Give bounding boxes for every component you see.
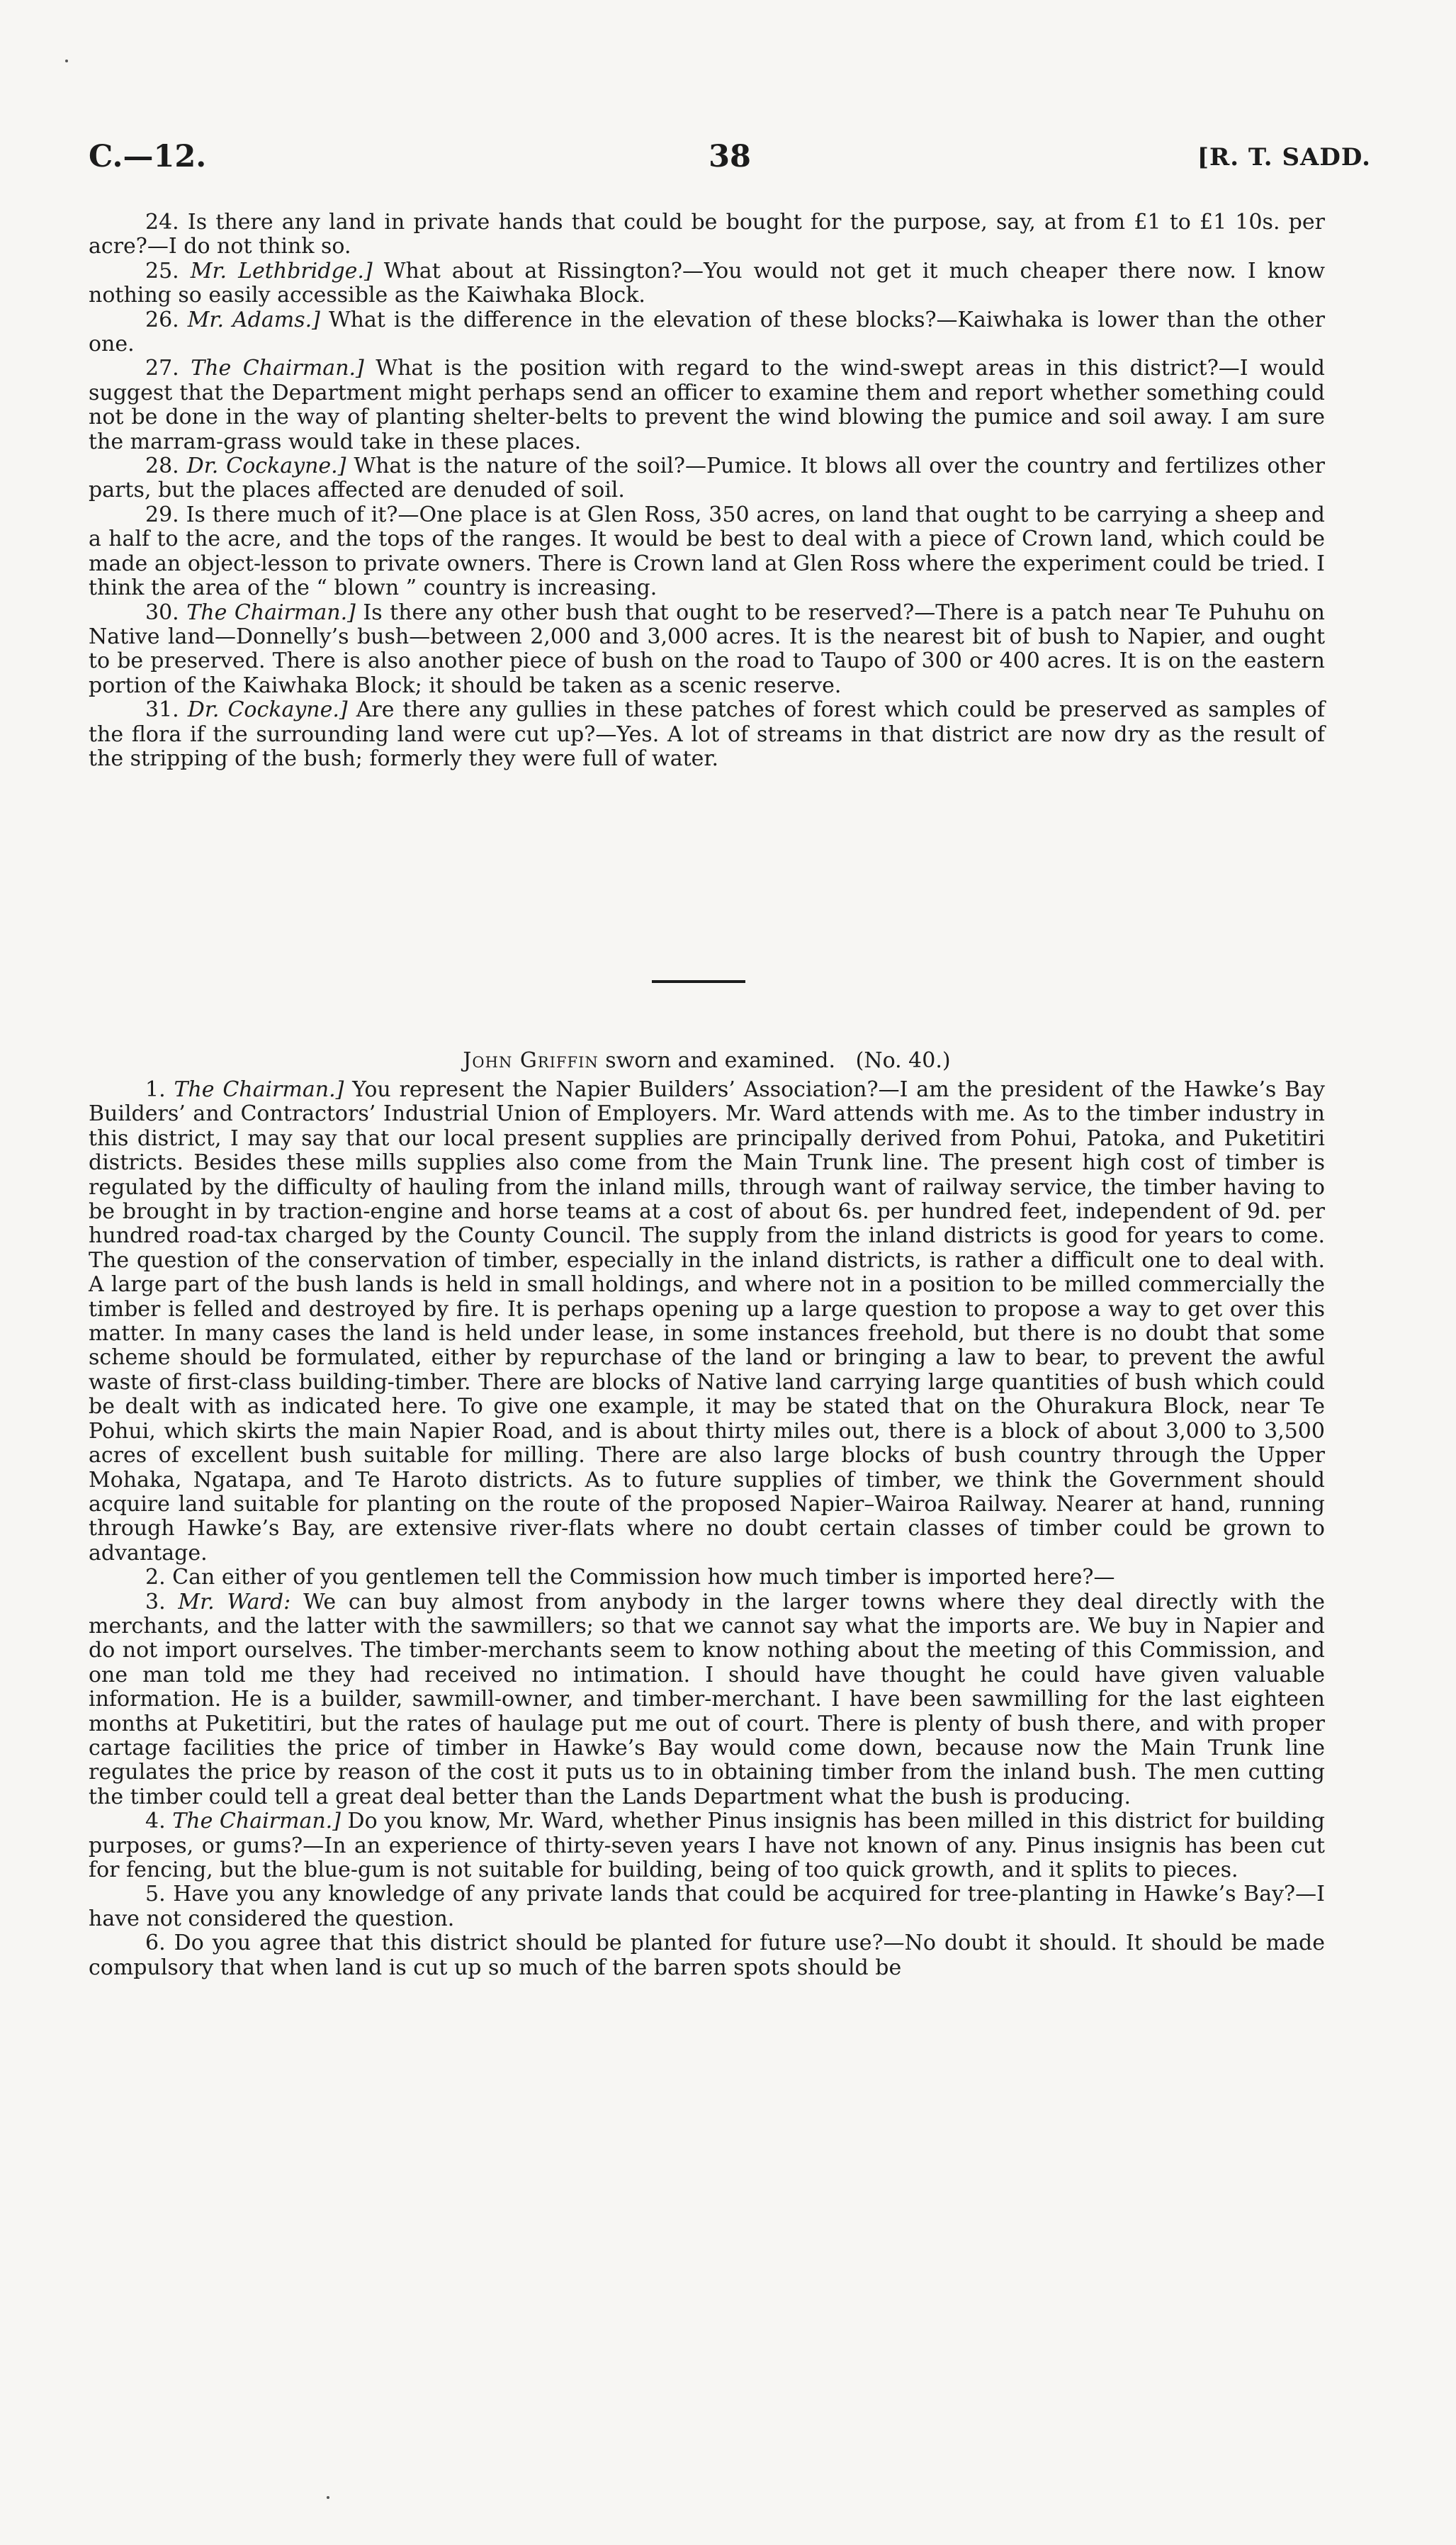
paragraph-text: What is the nature of the soil?—Pumice. It blows all over the country and fertilizes other parts, but the places affected are denuded of soil. (89, 454, 1325, 503)
question-paragraph (89, 503, 1325, 601)
paragraph-text: What is the difference in the elevation of these blocks?—Kaiwhaka is lower than the other one. (89, 307, 1325, 357)
question-number: 6. (145, 1931, 166, 1956)
question-number: 24. (145, 210, 179, 235)
paragraph-text: Can either of you gentlemen tell the Commission how much timber is imported here?— (172, 1565, 1115, 1590)
paragraph-text: You represent the Napier Builders’ Association?—I am the president of the Hawke’s Bay Builders’ and Contractors’ Industrial Union of Employers. Mr. Ward attends with me. As to the timber industry in this district, I may say that our local present supplies are principally derived from Pohui, Patoka, and Puketitiri districts. Besides these mills supplies also come from the Main Trunk line. The present high cost of timber is regulated by the difficulty of hauling from the inland mills, through want of railway service, the timber having to be brought in by traction-engine and horse teams at a cost of about 6s. per hundred feet, independent of 9d. per hundred road-tax charged by the County Council. The supply from the inland districts is good for years to come. The question of the conservation of timber, especially in the inland districts, is rather a difficult one to deal with. A large part of the bush lands is held in small holdings, and where not in a position to be milled commercially the timber is felled and destroyed by fire. It is perhaps opening up a large question to propose a way to get over this matter. In many cases the land is held under lease, in some instances freehold, but there is no doubt that some scheme should be formulated, either by repurchase of the land or bringing a law to bear, to prevent the awful waste of first-class building-timber. There are blocks of Native land carrying large quantities of bush which could be dealt with as indicated here. To give one example, it may be stated that on the Ohurakura Block, near Te Pohui, which skirts the main Napier Road, and is about thirty miles out, there is a block of about 3,000 to 3,500 acres of excellent bush suitable for milling. There are also large blocks of bush country through the Upper Mohaka, Ngatapa, and Te Haroto districts. As to future supplies of timber, we think the Government should acquire land suitable for planting on the route of the proposed Napier–Wairoa Railway. Nearer at hand, running through Hawke’s Bay, are extensive river-flats where no doubt certain classes of timber could be grown to advantage. (89, 1077, 1325, 1566)
paragraph-text: We can buy almost from anybody in the larger towns where they deal directly with the merchants, and the latter with the sawmillers; so that we cannot say what the imports are. We buy in Napier and do not import ourselves. The timber-merchants seem to know nothing about the meeting of this Commission, and one man told me they had received no intimation. I should have thought he could have given valuable information. He is a builder, sawmill-owner, and timber-merchant. I have been sawmilling for the last eighteen months at Puketitiri, but the rates of haulage put me out of court. There is plenty of bush there, and with proper cartage facilities the price of timber in Hawke’s Bay would come down, because now the Main Trunk line regulates the price by reason of the cost it puts us to in obtaining timber from the inland bush. The men cutting the timber could tell a great deal better than the Lands Department what the bush is producing. (89, 1589, 1325, 1809)
question-number: 1. (145, 1077, 166, 1102)
speaker-name: The Chairman.] (172, 1809, 341, 1834)
witness-heading-text: sworn and examined. (605, 1048, 835, 1073)
paragraph-text: Do you agree that this district should be planted for future use?—No doubt it should. It should be made compulsory that when land is cut up so much of the barren spots should be (89, 1931, 1325, 1980)
paragraph-text: Do you know, Mr. Ward, whether Pinus insignis has been milled in this district for building purposes, or gums?—In an experience of thirty-seven years I have not known of any. Pinus insignis has been cut for fencing, but the blue-gum is not suitable for building, being of too quick growth, and it splits to pieces. (89, 1809, 1325, 1882)
speaker-name: The Chairman.] (191, 356, 364, 381)
question-paragraph (89, 308, 1325, 357)
question-number: 27. (145, 356, 179, 381)
scan-speck (327, 2496, 329, 2499)
witness-heading (89, 1049, 1325, 1073)
section-divider (652, 980, 745, 983)
question-paragraph (89, 1931, 1325, 1980)
question-number: 4. (145, 1809, 166, 1834)
question-paragraph (89, 454, 1325, 503)
speaker-name: Dr. Cockayne.] (187, 697, 348, 723)
report-code: C.—12. (89, 139, 207, 174)
paragraph-text: Is there any other bush that ought to be reserved?—There is a patch near Te Puhuhu on Native land—Donnelly’s bush—between 2,000 and 3,000 acres. It is the nearest bit of bush to Napier, and ought to be preserved. There is also another piece of bush on the road to Taupo of 300 or 400 acres. It is on the eastern portion of the Kaiwhaka Block; it should be taken as a scenic reserve. (89, 600, 1325, 698)
paragraph-text: Are there any gullies in these patches of forest which could be preserved as samples of the flora if the surrounding land were cut up?—Yes. A lot of streams in that district are now dry as the result of the stripping of the bush; formerly they were full of water. (89, 697, 1326, 771)
question-number: 26. (145, 307, 179, 332)
evidence-section-1 (89, 210, 1325, 771)
question-number: 5. (145, 1882, 166, 1907)
question-paragraph (89, 1809, 1325, 1882)
page-number: 38 (709, 139, 751, 174)
paragraph-text: What is the position with regard to the wind-swept areas in this district?—I would suggest that the Department might perhaps send an officer to examine them and report whether something could not be done in the way of planting shelter-belts to prevent the wind blowing the pumice and soil away. I am sure the marram-grass would take in these places. (89, 356, 1325, 454)
witness-name: John Griffin (463, 1048, 599, 1073)
evidence-section-2 (89, 1078, 1325, 1980)
scan-speck (65, 60, 68, 62)
speaker-name: Dr. Cockayne.] (186, 454, 346, 479)
witness-number: (No. 40.) (855, 1048, 951, 1073)
question-number: 28. (145, 454, 179, 479)
speaker-name: Mr. Lethbridge.] (190, 258, 373, 283)
question-number: 3. (145, 1589, 166, 1614)
speaker-name: Mr. Adams.] (187, 307, 320, 332)
paragraph-text: Is there much of it?—One place is at Glen Ross, 350 acres, on land that ought to be carrying a sheep and a half to the acre, and the tops of the ranges. It would be best to deal with a piece of Crown land, which could be made an object-lesson to private owners. There is Crown land at Glen Ross where the experiment could be tried. I think the area of the “ blown ” country is increasing. (89, 502, 1326, 601)
paragraph-text: Is there any land in private hands that could be bought for the purpose, say, at from £1 to £1 10s. per acre?—I do not think so. (89, 210, 1325, 259)
question-paragraph (89, 1590, 1325, 1810)
speaker-name: The Chairman.] (186, 600, 356, 625)
question-paragraph (89, 601, 1325, 699)
question-paragraph (89, 1566, 1325, 1590)
speaker-name: Mr. Ward: (178, 1589, 291, 1614)
question-number: 2. (145, 1565, 166, 1590)
question-number: 31. (145, 697, 179, 723)
question-paragraph (89, 259, 1325, 308)
question-paragraph (89, 1078, 1325, 1566)
paragraph-text: Have you any knowledge of any private lands that could be acquired for tree-planting in Hawke’s Bay?—I have not considered the question. (89, 1882, 1325, 1931)
question-number: 30. (145, 600, 179, 625)
speaker-name: The Chairman.] (174, 1077, 344, 1102)
paragraph-text: What about at Rissington?—You would not get it much cheaper there now. I know nothing so easily accessible as the Kaiwhaka Block. (89, 258, 1325, 308)
question-paragraph (89, 210, 1325, 259)
question-paragraph (89, 356, 1325, 454)
question-number: 25. (145, 258, 179, 283)
question-number: 29. (145, 502, 179, 527)
question-paragraph (89, 698, 1325, 771)
question-paragraph (89, 1882, 1325, 1931)
witness-reference: [R. T. SADD. (1197, 143, 1371, 172)
page-header (89, 139, 1371, 189)
